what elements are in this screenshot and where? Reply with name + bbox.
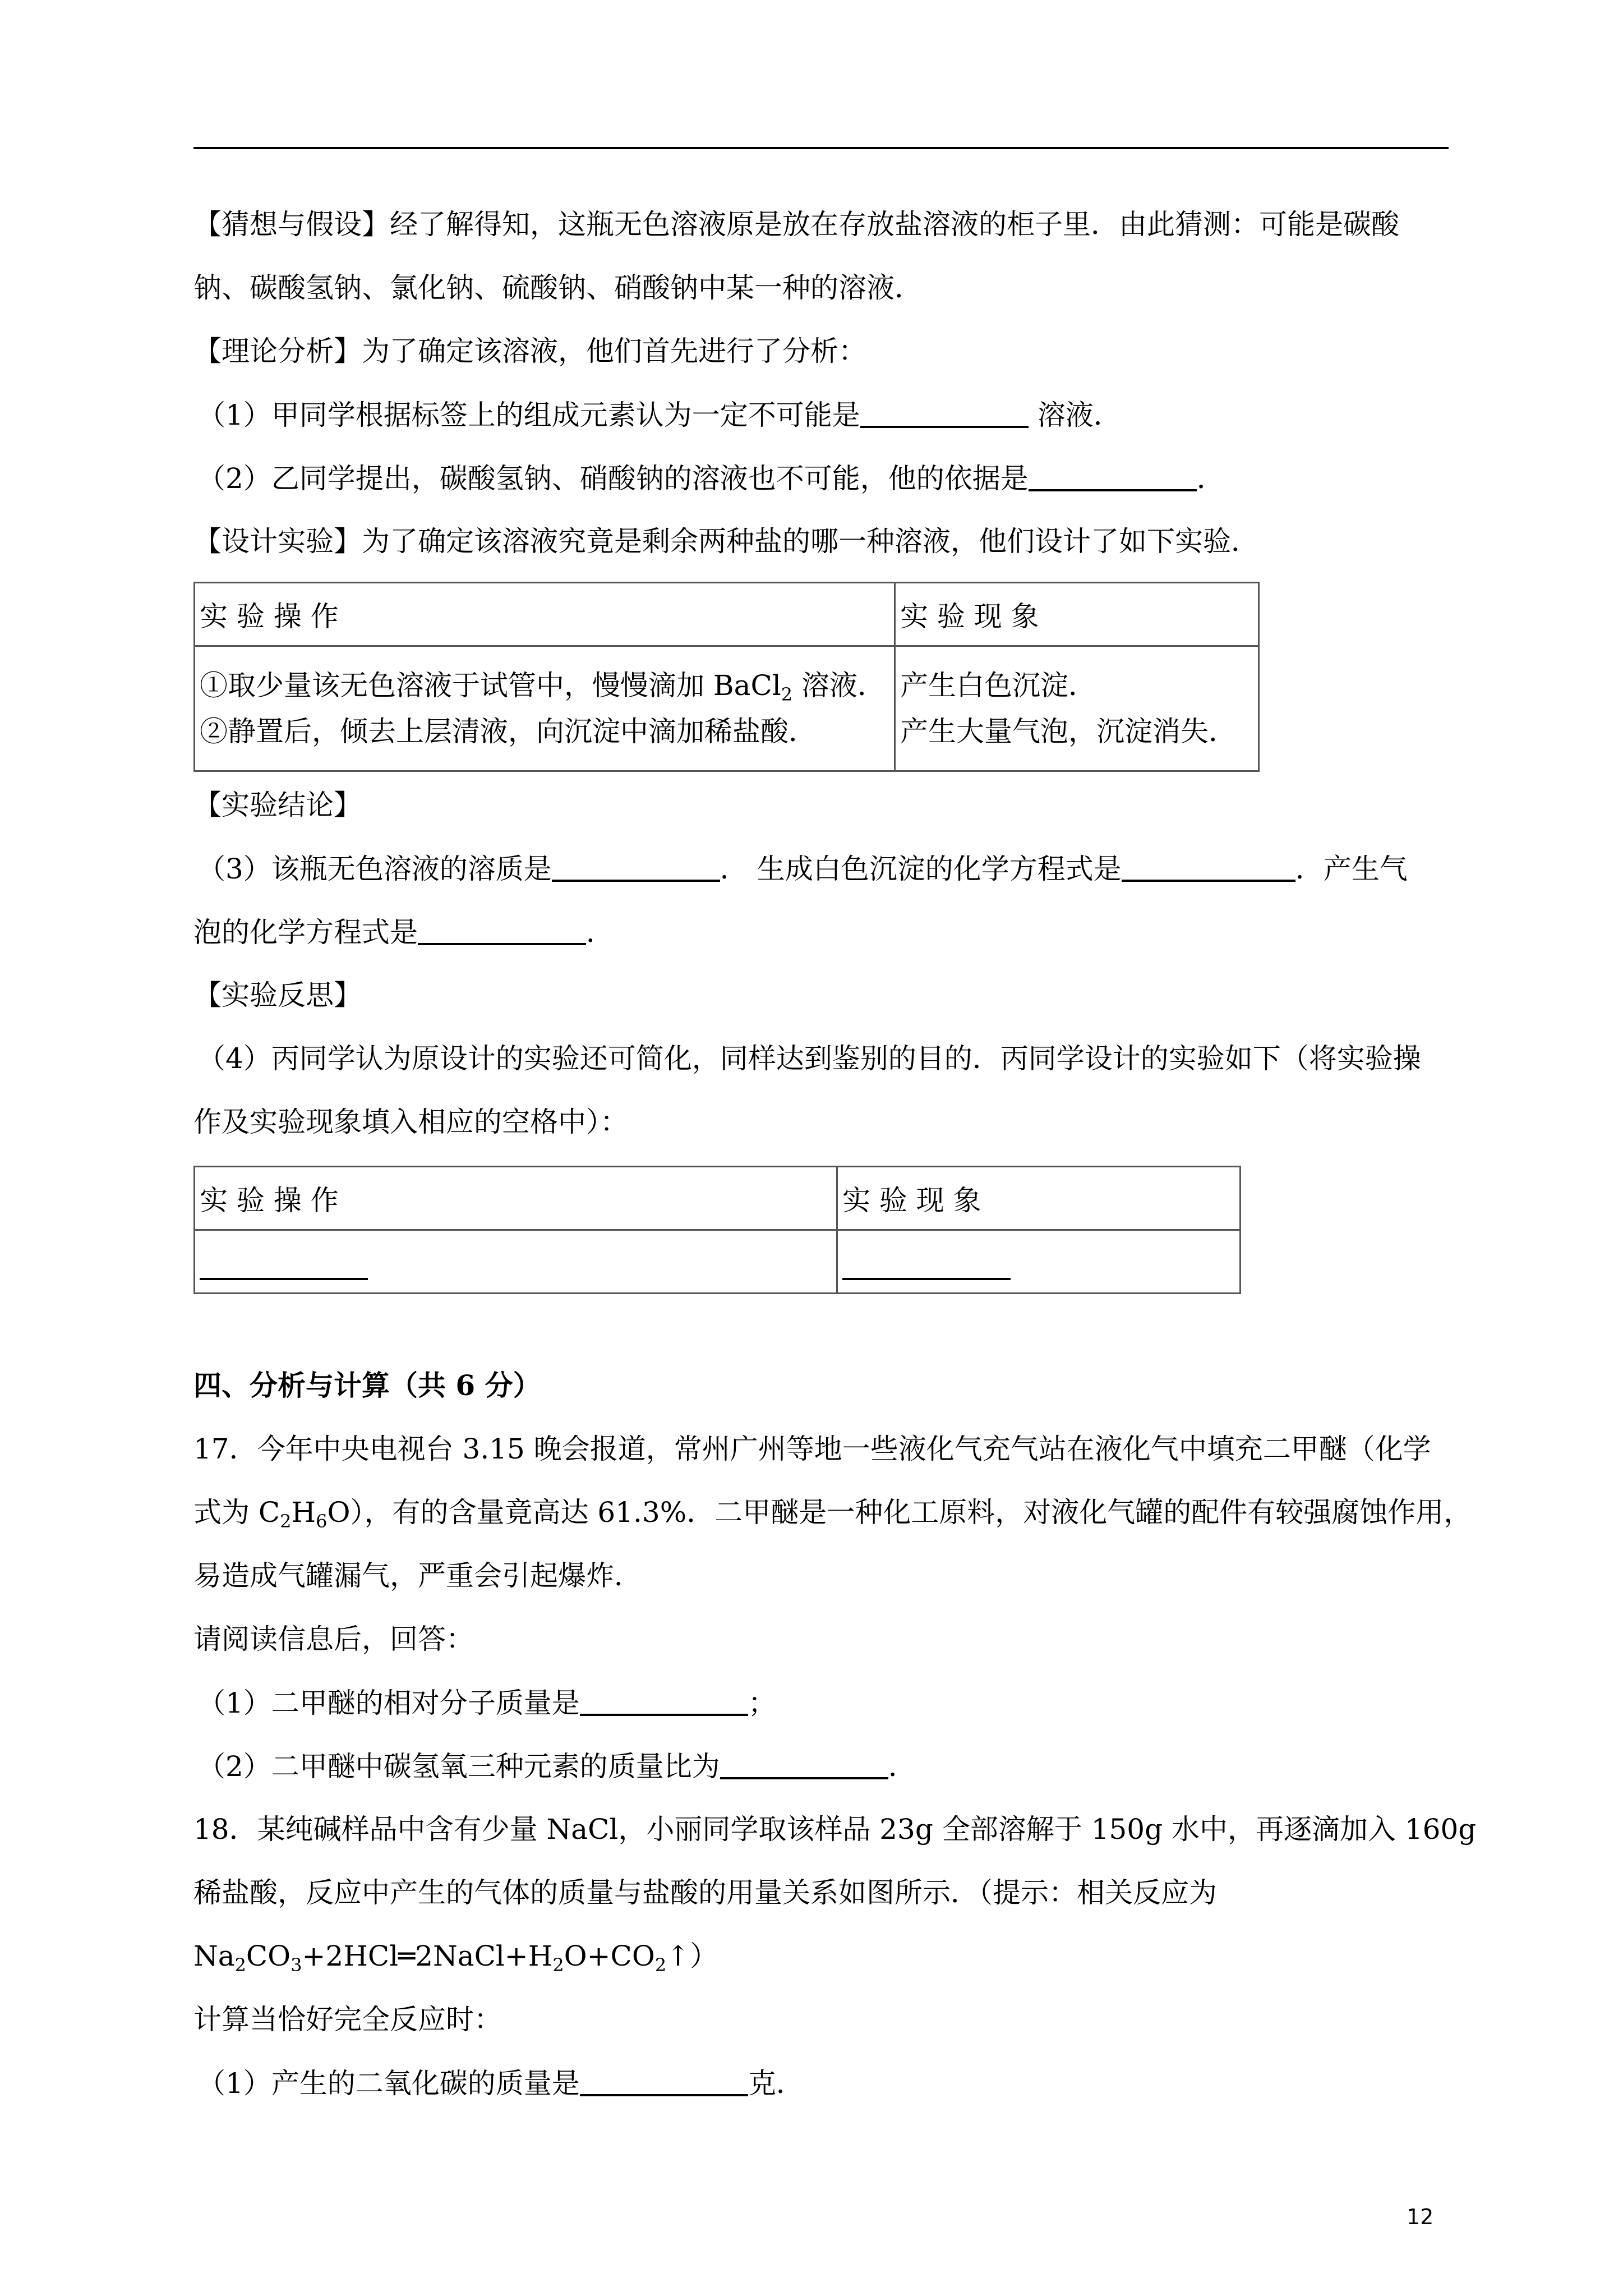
problem-18-question-1	[197, 2066, 804, 2100]
operation-step-1-text: ①取少量该无色溶液于试管中，慢慢滴加 BaCl	[200, 669, 781, 702]
equation-text: CO	[246, 1940, 291, 1972]
table-cell-operations	[195, 646, 895, 771]
problem-18-line-1: 18．某纯碱样品中含有少量 NaCl，小丽同学取该样品 23g 全部溶解于 150g 水中，再逐滴加入 160g	[193, 1813, 1477, 1846]
phenomenon-2: 产生大量气泡，沉淀消失．	[900, 715, 1237, 748]
problem-17-question-1	[197, 1686, 776, 1720]
hypothesis-line-1: 【猜想与假设】经了解得知，这瓶无色溶液原是放在存放盐溶液的柜子里．由此猜测：可能是碳酸	[193, 208, 1399, 241]
question-1-text: （1）甲同学根据标签上的组成元素认为一定不可能是	[197, 399, 860, 431]
question-3-text: （3）该瓶无色溶液的溶质是	[197, 853, 552, 885]
experiment-table	[193, 582, 1260, 772]
problem-17-line-2	[193, 1496, 1472, 1532]
subscript: 6	[316, 1511, 328, 1532]
problem-17-line-1: 17．今年中央电视台 3.15 晚会报道，常州广州等地一些液化气充气站在液化气中填充二甲醚（化学	[193, 1433, 1431, 1465]
equation-text: ↑）	[666, 1940, 718, 1972]
problem-17-line-4: 请阅读信息后，回答：	[193, 1623, 474, 1655]
question-3-text-4: 泡的化学方程式是	[193, 916, 418, 949]
formula-text: H	[291, 1496, 316, 1529]
table-header-phenomenon: 实 验 现 象	[837, 1167, 1241, 1230]
table-header-operation: 实 验 操 作	[195, 1167, 837, 1230]
question-3-text-3: ．产生气	[1295, 853, 1408, 885]
answer-blank[interactable]	[580, 2066, 748, 2096]
answer-blank[interactable]	[720, 1749, 888, 1779]
header-rule	[193, 147, 1449, 149]
question-suffix: ；	[748, 1687, 776, 1719]
answer-blank[interactable]	[860, 398, 1029, 428]
subscript: 2	[552, 1954, 564, 1976]
answer-blank[interactable]	[842, 1255, 1011, 1280]
equation-text: O+CO	[564, 1940, 655, 1972]
subscript: 3	[291, 1954, 302, 1976]
problem-17-question-2	[197, 1749, 916, 1783]
conclusion-heading: 【实验结论】	[193, 789, 362, 821]
phenomenon-1: 产生白色沉淀．	[900, 669, 1096, 702]
question-suffix: 克．	[748, 2067, 804, 2100]
reaction-equation	[193, 1939, 718, 1976]
question-text: （1）二甲醚的相对分子质量是	[197, 1687, 580, 1719]
operation-step-2: ②静置后，倾去上层清液，向沉淀中滴加稀盐酸．	[200, 715, 817, 748]
problem-18-line-2: 稀盐酸，反应中产生的气体的质量与盐酸的用量关系如图所示．（提示：相关反应为	[193, 1876, 1217, 1909]
operation-answer-cell	[195, 1230, 837, 1294]
equation-text: +2HCl═2NaCl+H	[302, 1940, 553, 1972]
question-text: （1）产生的二氧化碳的质量是	[197, 2067, 580, 2100]
reflection-heading: 【实验反思】	[193, 979, 362, 1011]
formula-text: 式为 C	[193, 1496, 280, 1529]
hypothesis-line-2: 钠、碳酸氢钠、氯化钠、硫酸钠、硝酸钠中某一种的溶液．	[193, 272, 923, 304]
question-4-line-1: （4）丙同学认为原设计的实验还可简化，同样达到鉴别的目的．丙同学设计的实验如下（将实验操	[197, 1042, 1421, 1075]
question-1	[197, 398, 1122, 432]
question-3-continued	[193, 915, 614, 949]
phenomenon-answer-cell	[837, 1230, 1241, 1294]
question-suffix: ．	[888, 1750, 916, 1783]
question-2-text: （2）乙同学提出，碳酸氢钠、硝酸钠的溶液也不可能，他的依据是	[197, 462, 1029, 495]
answer-blank[interactable]	[418, 915, 586, 945]
question-3-text-2: ． 生成白色沉淀的化学方程式是	[720, 853, 1122, 885]
question-3-suffix: ．	[586, 916, 614, 949]
subscript: 2	[781, 684, 793, 705]
simplified-experiment-table	[193, 1166, 1241, 1294]
answer-blank[interactable]	[1029, 461, 1197, 491]
analysis-heading: 【理论分析】为了确定该溶液，他们首先进行了分析：	[193, 335, 866, 367]
subscript: 2	[654, 1954, 667, 1976]
problem-18-line-4: 计算当恰好完全反应时：	[193, 2003, 502, 2036]
answer-blank[interactable]	[552, 852, 720, 882]
section-4-title: 四、分析与计算（共 6 分）	[193, 1369, 541, 1402]
question-text: （2）二甲醚中碳氢氧三种元素的质量比为	[197, 1750, 720, 1783]
design-heading: 【设计实验】为了确定该溶液究竟是剩余两种盐的哪一种溶液，他们设计了如下实验．	[193, 525, 1259, 558]
table-cell-phenomena	[895, 646, 1259, 771]
question-1-suffix: 溶液．	[1028, 399, 1122, 431]
question-2	[197, 461, 1225, 495]
subscript: 2	[280, 1511, 292, 1532]
page-number: 12	[1407, 2205, 1434, 2229]
answer-blank[interactable]	[580, 1686, 748, 1716]
table-header-phenomenon: 实 验 现 象	[895, 583, 1259, 646]
answer-blank[interactable]	[200, 1255, 368, 1280]
table-header-operation: 实 验 操 作	[195, 583, 895, 646]
operation-step-1-suffix: 溶液．	[792, 669, 886, 702]
answer-blank[interactable]	[1122, 852, 1295, 882]
problem-17-text: O），有的含量竟高达 61.3%．二甲醚是一种化工原料，对液化气罐的配件有较强腐蚀作用，	[327, 1496, 1472, 1529]
subscript: 2	[234, 1954, 246, 1976]
question-3	[197, 852, 1408, 886]
question-4-line-2: 作及实验现象填入相应的空格中）：	[193, 1106, 628, 1138]
operation-step-1	[200, 669, 889, 705]
problem-17-line-3: 易造成气罐漏气，严重会引起爆炸．	[193, 1559, 642, 1592]
question-2-suffix: ．	[1196, 462, 1225, 495]
equation-text: Na	[193, 1940, 235, 1972]
